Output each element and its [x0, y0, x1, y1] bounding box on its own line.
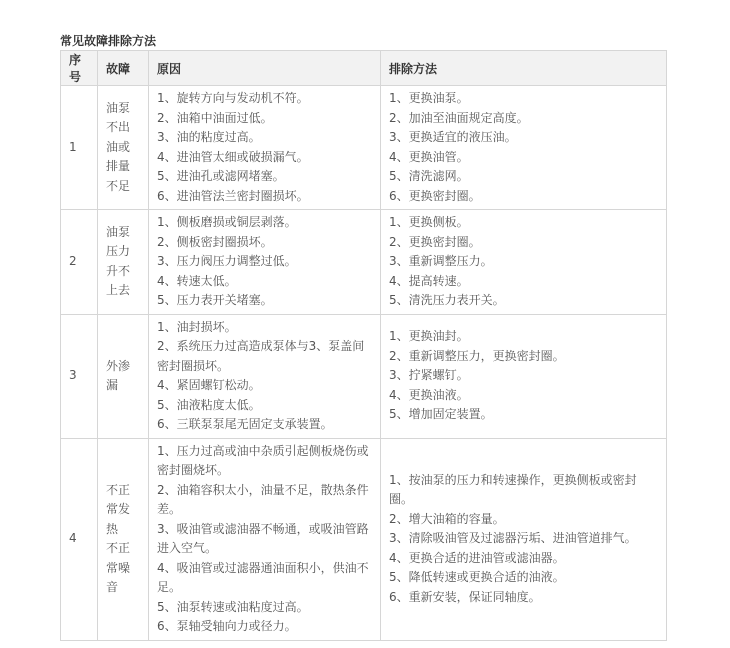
cause-item: 1、侧板磨损或铜层剥落。: [157, 215, 297, 229]
cause-cell: [149, 86, 381, 210]
fix-item: 3、清除吸油管及过滤器污垢、进油管道排气。: [389, 531, 637, 546]
fault-cell: [98, 86, 149, 210]
fix-item: 2、更换密封圈。: [389, 234, 481, 249]
cause-item: 5、油泵转速或油粘度过高。: [157, 599, 309, 614]
fix-item: 1、更换油泵。: [389, 91, 469, 105]
fix-item: 6、更换密封圈。: [389, 188, 481, 203]
fix-item: 2、加油至油面规定高度。: [389, 110, 529, 125]
header-fix: 排除方法: [381, 51, 667, 86]
table-row: [61, 314, 667, 438]
fix-item: 5、增加固定装置。: [389, 407, 493, 422]
cause-item: 5、油液粘度太低。: [157, 397, 261, 412]
fix-cell: [381, 314, 667, 438]
cause-item: 5、压力表开关堵塞。: [157, 293, 273, 307]
fix-item: 1、按油泵的压力和转速操作，更换侧板或密封圈。: [389, 472, 637, 507]
cause-cell: [149, 438, 381, 640]
cause-item: 3、压力阀压力调整过低。: [157, 254, 297, 268]
fault-text: 不正常发热: [106, 482, 131, 536]
row-number: 4: [61, 438, 98, 640]
fix-item: 4、更换油液。: [389, 387, 469, 402]
fault-cell: [98, 210, 149, 315]
header-no: 序号: [61, 51, 98, 86]
table-row: [61, 438, 667, 640]
fix-item: 6、重新安装，保证同轴度。: [389, 589, 541, 604]
fix-item: 1、更换侧板。: [389, 215, 469, 229]
content: [60, 32, 667, 641]
fix-item: 2、重新调整压力，更换密封圈。: [389, 348, 565, 363]
cause-item: 1、压力过高或油中杂质引起侧板烧伤或密封圈烧坏。: [157, 443, 369, 477]
fix-cell: [381, 210, 667, 315]
table-row: [61, 210, 667, 315]
cause-item: 4、进油管太细或破损漏气。: [157, 149, 309, 164]
fault-text: 油泵不出油或排量不足: [106, 100, 131, 193]
troubleshooting-table: [60, 50, 667, 641]
cause-item: 2、油箱中油面过低。: [157, 110, 273, 125]
fault-cell: [98, 314, 149, 438]
cause-item: 3、油的粘度过高。: [157, 130, 261, 144]
cause-item: 4、转速太低。: [157, 273, 237, 288]
row-number: 3: [61, 314, 98, 438]
fix-item: 2、增大油箱的容量。: [389, 511, 505, 526]
fix-item: 3、拧紧螺钉。: [389, 368, 469, 383]
cause-item: 6、泵轴受轴向力或径力。: [157, 619, 297, 633]
cause-item: 2、系统压力过高造成泵体与3、泵盖间密封圈损坏。: [157, 339, 365, 373]
fault-text: 外渗漏: [106, 358, 131, 392]
cause-item: 2、侧板密封圈损坏。: [157, 234, 273, 249]
fix-item: 5、清洗滤网。: [389, 169, 469, 183]
fix-cell: [381, 438, 667, 640]
cause-item: 1、油封损坏。: [157, 319, 237, 334]
cause-item: 1、旋转方向与发动机不符。: [157, 91, 309, 105]
fix-item: 4、更换合适的进油管或滤油器。: [389, 550, 565, 565]
fix-item: 1、更换油封。: [389, 329, 469, 344]
row-number: 1: [61, 86, 98, 210]
fix-item: 5、降低转速或更换合适的油液。: [389, 570, 565, 585]
row-number: 2: [61, 210, 98, 315]
fix-item: 3、更换适宜的液压油。: [389, 130, 517, 144]
fix-item: 4、更换油管。: [389, 149, 469, 164]
header-cause: 原因: [149, 51, 381, 86]
fix-item: 5、清洗压力表开关。: [389, 293, 505, 307]
table-row: [61, 86, 667, 210]
cause-item: 3、吸油管或滤油器不畅通，或吸油管路进入空气。: [157, 521, 369, 555]
cause-item: 6、三联泵泵尾无固定支承装置。: [157, 417, 333, 431]
cause-item: 2、油箱容积太小，油量不足，散热条件差。: [157, 482, 369, 516]
fix-cell: [381, 86, 667, 210]
cause-item: 5、进油孔或滤网堵塞。: [157, 169, 285, 183]
cause-item: 4、紧固螺钉松动。: [157, 378, 261, 392]
cause-item: 4、吸油管或过滤器通油面积小，供油不足。: [157, 560, 369, 594]
cause-cell: [149, 314, 381, 438]
cause-cell: [149, 210, 381, 315]
fault-cell: [98, 438, 149, 640]
table-title: 常见故障排除方法: [60, 34, 157, 48]
cause-item: 6、进油管法兰密封圈损坏。: [157, 188, 309, 203]
fix-item: 3、重新调整压力。: [389, 254, 493, 268]
header-fault: 故障: [98, 51, 149, 86]
table-header-row: [61, 51, 667, 86]
fault-text: 不正常噪音: [106, 541, 131, 594]
fix-item: 4、提高转速。: [389, 273, 469, 288]
fault-text: 油泵压力升不上去: [106, 224, 131, 298]
